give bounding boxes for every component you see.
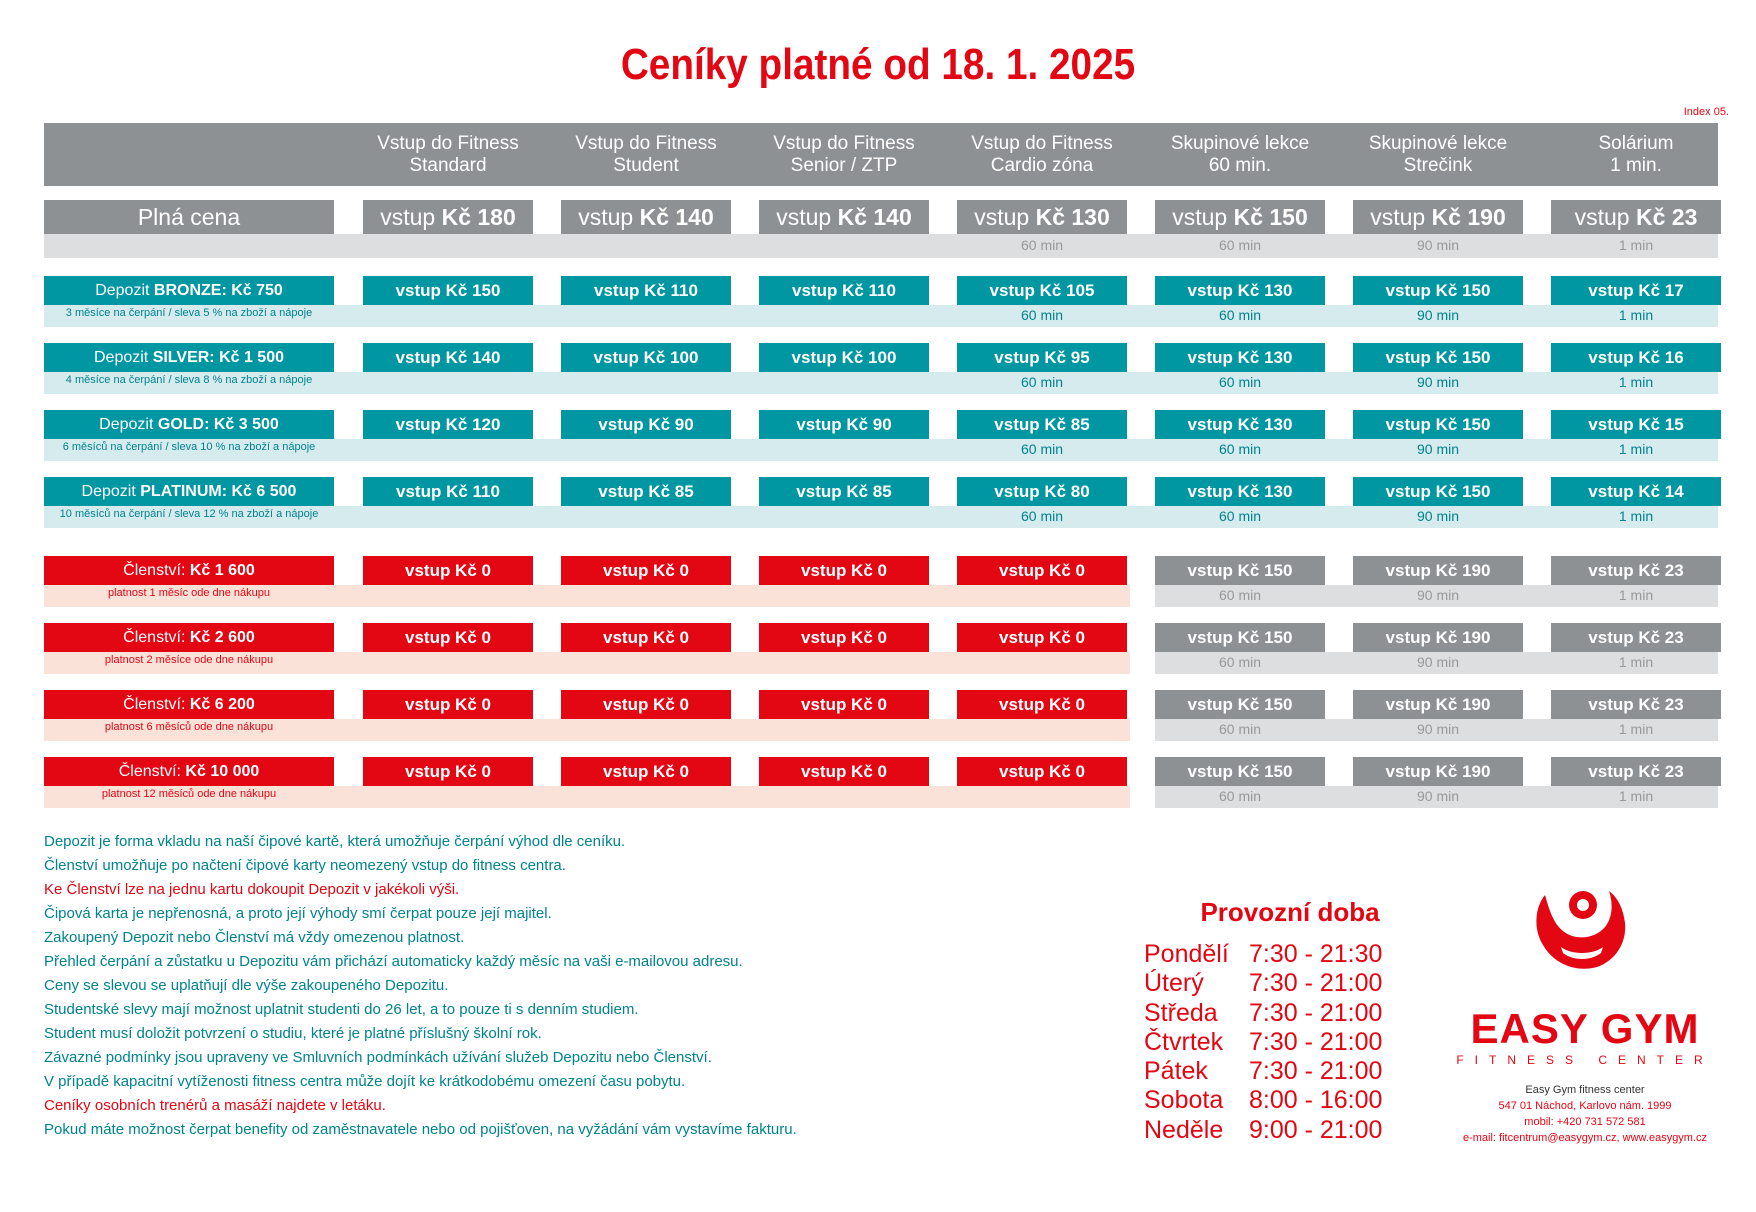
- column-header: [561, 133, 731, 177]
- membership-price-cell: vstup Kč 190: [1353, 690, 1523, 719]
- membership-price-cell: vstup Kč 0: [957, 623, 1127, 652]
- membership-label: [44, 690, 334, 719]
- membership-duration: 1 min: [1618, 721, 1654, 737]
- membership-price-cell: vstup Kč 150: [1155, 556, 1325, 585]
- deposit-price-cell: vstup Kč 100: [759, 343, 929, 372]
- deposit-note: 4 měsíce na čerpání / sleva 8 % na zboží a nápoje: [65, 374, 313, 386]
- hours-day: Sobota: [1144, 1086, 1224, 1115]
- price-prefix: vstup: [1370, 204, 1426, 230]
- column-header-line2: Strečink: [1403, 155, 1473, 176]
- note-line: Student musí doložit potvrzení o studiu, které je platné příslušný školní rok.: [44, 1025, 542, 1042]
- deposit-note: 3 měsíce na čerpání / sleva 5 % na zboží a nápoje: [65, 307, 313, 319]
- full-price-cell: [1353, 200, 1523, 234]
- membership-prefix: Členství:: [123, 562, 186, 579]
- note-line: Studentské slevy mají možnost uplatnit studenti do 26 let, a to pouze ti s denním studiem.: [44, 1001, 639, 1018]
- deposit-duration: 60 min: [1218, 508, 1262, 524]
- membership-price-cell: vstup Kč 0: [561, 556, 731, 585]
- membership-note: platnost 12 měsíců ode dne nákupu: [101, 788, 277, 800]
- deposit-price-cell: vstup Kč 110: [561, 276, 731, 305]
- membership-price-cell: vstup Kč 23: [1551, 556, 1721, 585]
- membership-price-cell: vstup Kč 0: [957, 690, 1127, 719]
- column-header-line2: Standard: [409, 155, 487, 176]
- deposit-name: SILVER: Kč 1 500: [152, 349, 284, 366]
- contact-block: [1435, 1082, 1735, 1146]
- membership-label: [44, 757, 334, 786]
- column-header: [957, 133, 1127, 177]
- deposit-label: [44, 410, 334, 439]
- deposit-label: [44, 343, 334, 372]
- full-price-duration: 1 min: [1618, 237, 1654, 253]
- hours-row: [1144, 1028, 1382, 1057]
- membership-price-cell: vstup Kč 0: [363, 757, 533, 786]
- hours-time: 9:00 - 21:00: [1249, 1115, 1383, 1144]
- deposit-price-cell: vstup Kč 90: [759, 410, 929, 439]
- deposit-prefix: Depozit: [93, 349, 149, 366]
- hours-time: 7:30 - 21:00: [1249, 969, 1383, 998]
- hours-day: Neděle: [1144, 1115, 1224, 1144]
- deposit-duration: 1 min: [1618, 508, 1654, 524]
- deposit-duration: 90 min: [1416, 508, 1460, 524]
- full-price-cell: [363, 200, 533, 234]
- membership-name: Kč 6 200: [189, 696, 255, 713]
- full-price-duration: 60 min: [1020, 237, 1064, 253]
- hours-time: 7:30 - 21:30: [1249, 940, 1383, 968]
- membership-duration: 1 min: [1618, 654, 1654, 670]
- membership-note: platnost 2 měsíce ode dne nákupu: [104, 654, 274, 666]
- membership-duration: 60 min: [1218, 587, 1262, 603]
- deposit-name: BRONZE: Kč 750: [153, 282, 283, 299]
- deposit-price-cell: vstup Kč 17: [1551, 276, 1721, 305]
- deposit-duration: 60 min: [1218, 374, 1262, 390]
- membership-price-cell: vstup Kč 190: [1353, 556, 1523, 585]
- membership-name: Kč 1 600: [189, 562, 255, 579]
- column-header-line1: Vstup do Fitness: [971, 133, 1113, 154]
- note-line: Ceny se slevou se uplatňují dle výše zakoupeného Depozitu.: [44, 977, 449, 994]
- membership-price-cell: vstup Kč 190: [1353, 757, 1523, 786]
- deposit-price-cell: vstup Kč 16: [1551, 343, 1721, 372]
- membership-label: [44, 556, 334, 585]
- deposit-price-cell: vstup Kč 120: [363, 410, 533, 439]
- deposit-price-cell: vstup Kč 150: [1353, 477, 1523, 506]
- hours-day: Středa: [1144, 998, 1218, 1027]
- membership-duration: 90 min: [1416, 587, 1460, 603]
- note-line: Ceníky osobních trenérů a masáží najdete v letáku.: [44, 1097, 386, 1114]
- note-line: Ke Členství lze na jednu kartu dokoupit Depozit v jakékoli výši.: [44, 881, 460, 898]
- hours-row: [1144, 940, 1382, 969]
- full-price-duration: 90 min: [1416, 237, 1460, 253]
- price-value: Kč 150: [1233, 204, 1308, 230]
- membership-price-cell: vstup Kč 23: [1551, 757, 1721, 786]
- price-value: Kč 140: [639, 204, 714, 230]
- membership-prefix: Členství:: [118, 763, 181, 780]
- note-line: Depozit je forma vkladu na naší čipové kartě, která umožňuje čerpání výhod dle ceníku.: [44, 833, 626, 850]
- deposit-price-cell: vstup Kč 130: [1155, 477, 1325, 506]
- hours-time: 7:30 - 21:00: [1249, 1057, 1383, 1086]
- price-prefix: vstup: [380, 204, 436, 230]
- membership-duration: 60 min: [1218, 654, 1262, 670]
- deposit-price-cell: vstup Kč 14: [1551, 477, 1721, 506]
- deposit-duration: 90 min: [1416, 307, 1460, 323]
- hours-day: Pondělí: [1144, 940, 1229, 968]
- membership-price-cell: vstup Kč 0: [363, 623, 533, 652]
- column-header-line1: Vstup do Fitness: [377, 133, 519, 154]
- note-line: Členství umožňuje po načtení čipové karty neomezený vstup do fitness centra.: [44, 857, 566, 874]
- deposit-note: 10 měsíců na čerpání / sleva 12 % na zboží a nápoje: [59, 508, 319, 520]
- deposit-price-cell: vstup Kč 110: [363, 477, 533, 506]
- deposit-price-cell: vstup Kč 150: [1353, 276, 1523, 305]
- column-header-line1: Vstup do Fitness: [773, 133, 915, 154]
- deposit-price-cell: vstup Kč 80: [957, 477, 1127, 506]
- price-prefix: vstup: [1172, 204, 1228, 230]
- membership-price-cell: vstup Kč 0: [759, 556, 929, 585]
- brand-name: EASY GYM: [1470, 1005, 1700, 1052]
- deposit-prefix: Depozit: [95, 282, 150, 299]
- hours-row: [1144, 969, 1382, 998]
- deposit-label: [44, 276, 334, 305]
- deposit-price-cell: vstup Kč 150: [363, 276, 533, 305]
- contact-email[interactable]: e-mail: fitcentrum@easygym.cz, www.easygym.cz: [1462, 1132, 1708, 1144]
- note-line: Přehled čerpání a zůstatku u Depozitu vám přichází automaticky každý měsíc na vaši e-mailovou adresu.: [44, 953, 743, 970]
- deposit-name: GOLD: Kč 3 500: [157, 416, 279, 433]
- membership-duration: 60 min: [1218, 721, 1262, 737]
- easy-gym-logo-icon: [1531, 887, 1631, 987]
- price-value: Kč 190: [1431, 204, 1506, 230]
- contact-address: 547 01 Náchod, Karlovo nám. 1999: [1498, 1100, 1672, 1112]
- membership-name: Kč 10 000: [185, 763, 260, 780]
- column-header-line2: Cardio zóna: [990, 155, 1094, 176]
- column-header-line1: Vstup do Fitness: [575, 133, 717, 154]
- deposit-duration: 60 min: [1020, 307, 1064, 323]
- hours-day: Úterý: [1144, 969, 1204, 998]
- hours-time: 7:30 - 21:00: [1249, 998, 1383, 1027]
- deposit-duration: 60 min: [1218, 307, 1262, 323]
- deposit-duration: 90 min: [1416, 441, 1460, 457]
- membership-price-cell: vstup Kč 0: [363, 556, 533, 585]
- hours-row: [1144, 999, 1382, 1028]
- price-prefix: vstup: [1574, 204, 1630, 230]
- membership-price-cell: vstup Kč 150: [1155, 690, 1325, 719]
- membership-price-cell: vstup Kč 0: [363, 690, 533, 719]
- membership-duration: 90 min: [1416, 654, 1460, 670]
- column-header-line2: 1 min.: [1610, 155, 1662, 176]
- page-title: Ceníky platné od 18. 1. 2025: [620, 40, 1136, 89]
- deposit-duration: 60 min: [1020, 508, 1064, 524]
- deposit-duration: 60 min: [1020, 374, 1064, 390]
- membership-note: platnost 1 měsíc ode dne nákupu: [107, 587, 271, 599]
- membership-duration: 1 min: [1618, 788, 1654, 804]
- notes-list: [44, 830, 944, 1142]
- deposit-prefix: Depozit: [99, 416, 154, 433]
- column-header-line2: 60 min.: [1208, 155, 1272, 176]
- column-header-line2: Student: [613, 155, 679, 176]
- deposit-duration: 1 min: [1618, 374, 1654, 390]
- full-price-cell: [957, 200, 1127, 234]
- deposit-price-cell: vstup Kč 85: [759, 477, 929, 506]
- membership-duration: 1 min: [1618, 587, 1654, 603]
- hours-row: [1144, 1057, 1382, 1086]
- price-value: Kč 140: [837, 204, 912, 230]
- price-value: Kč 180: [441, 204, 516, 230]
- price-prefix: vstup: [974, 204, 1030, 230]
- hours-day: Čtvrtek: [1144, 1027, 1224, 1056]
- column-header-line1: Solárium: [1598, 133, 1674, 154]
- membership-price-cell: vstup Kč 0: [561, 690, 731, 719]
- hours-row: [1144, 1116, 1382, 1145]
- hours-time: 7:30 - 21:00: [1249, 1027, 1383, 1056]
- full-price-cell: [561, 200, 731, 234]
- membership-price-cell: vstup Kč 150: [1155, 757, 1325, 786]
- membership-prefix: Členství:: [123, 696, 186, 713]
- column-header: [363, 133, 533, 177]
- full-price-cell: [1551, 200, 1721, 234]
- deposit-duration: 1 min: [1618, 307, 1654, 323]
- deposit-duration: 60 min: [1020, 441, 1064, 457]
- deposit-price-cell: vstup Kč 105: [957, 276, 1127, 305]
- membership-price-cell: vstup Kč 0: [759, 623, 929, 652]
- deposit-price-cell: vstup Kč 130: [1155, 410, 1325, 439]
- deposit-label: [44, 477, 334, 506]
- membership-price-cell: vstup Kč 0: [561, 757, 731, 786]
- membership-price-cell: vstup Kč 23: [1551, 690, 1721, 719]
- deposit-note: 6 měsíců na čerpání / sleva 10 % na zboží a nápoje: [62, 441, 316, 453]
- hours-day: Pátek: [1144, 1057, 1208, 1086]
- price-prefix: vstup: [578, 204, 634, 230]
- membership-duration: 90 min: [1416, 788, 1460, 804]
- deposit-price-cell: vstup Kč 85: [561, 477, 731, 506]
- deposit-prefix: Depozit: [81, 483, 136, 500]
- hours-row: [1144, 1086, 1382, 1115]
- contact-name: Easy Gym fitness center: [1525, 1084, 1645, 1096]
- deposit-price-cell: vstup Kč 15: [1551, 410, 1721, 439]
- column-header-line1: Skupinové lekce: [1170, 133, 1310, 154]
- column-header: [1353, 133, 1523, 177]
- full-price-duration: 60 min: [1218, 237, 1262, 253]
- deposit-duration: 60 min: [1218, 441, 1262, 457]
- price-value: Kč 130: [1035, 204, 1110, 230]
- deposit-price-cell: vstup Kč 85: [957, 410, 1127, 439]
- deposit-name: PLATINUM: Kč 6 500: [140, 483, 297, 500]
- contact-phone: mobil: +420 731 572 581: [1524, 1116, 1646, 1128]
- deposit-price-cell: vstup Kč 90: [561, 410, 731, 439]
- note-line: Čipová karta je nepřenosná, a proto její výhody smí čerpat pouze její majitel.: [44, 905, 552, 922]
- deposit-duration: 90 min: [1416, 374, 1460, 390]
- full-price-label: Plná cena: [44, 200, 334, 234]
- membership-price-cell: vstup Kč 150: [1155, 623, 1325, 652]
- note-line: Zakoupený Depozit nebo Členství má vždy omezenou platnost.: [44, 929, 465, 946]
- column-header: [1155, 133, 1325, 177]
- membership-price-cell: vstup Kč 190: [1353, 623, 1523, 652]
- membership-name: Kč 2 600: [189, 629, 255, 646]
- membership-note: platnost 6 měsíců ode dne nákupu: [104, 721, 274, 733]
- price-prefix: vstup: [776, 204, 832, 230]
- deposit-price-cell: vstup Kč 150: [1353, 343, 1523, 372]
- membership-price-cell: vstup Kč 0: [561, 623, 731, 652]
- deposit-price-cell: vstup Kč 110: [759, 276, 929, 305]
- brand-tagline: FITNESS CENTER: [1456, 1053, 1714, 1067]
- deposit-price-cell: vstup Kč 140: [363, 343, 533, 372]
- note-line: Závazné podmínky jsou upraveny ve Smluvních podmínkách užívání služeb Depozitu nebo Členství.: [44, 1049, 712, 1066]
- index-label: Index 05.: [1683, 106, 1729, 118]
- deposit-price-cell: vstup Kč 150: [1353, 410, 1523, 439]
- membership-duration: 90 min: [1416, 721, 1460, 737]
- note-line: Pokud máte možnost čerpat benefity od zaměstnavatele nebo od pojišťoven, na vyžádání vám vystavíme fakturu.: [44, 1121, 797, 1138]
- deposit-price-cell: vstup Kč 95: [957, 343, 1127, 372]
- hours-time: 8:00 - 16:00: [1249, 1086, 1383, 1115]
- full-price-cell: [1155, 200, 1325, 234]
- price-value: Kč 23: [1636, 204, 1698, 230]
- membership-price-cell: vstup Kč 0: [759, 757, 929, 786]
- opening-hours-title: Provozní doba: [1200, 897, 1380, 927]
- deposit-price-cell: vstup Kč 100: [561, 343, 731, 372]
- opening-hours: [1144, 940, 1382, 1145]
- column-header: [759, 133, 929, 177]
- column-header: [1551, 133, 1721, 177]
- membership-duration: 60 min: [1218, 788, 1262, 804]
- membership-price-cell: vstup Kč 0: [957, 757, 1127, 786]
- note-line: V případě kapacitní vytíženosti fitness centra může dojít ke krátkodobému omezení času pobytu.: [44, 1073, 686, 1090]
- full-price-cell: [759, 200, 929, 234]
- membership-price-cell: vstup Kč 0: [957, 556, 1127, 585]
- membership-prefix: Členství:: [123, 629, 186, 646]
- membership-price-cell: vstup Kč 23: [1551, 623, 1721, 652]
- column-header-line1: Skupinové lekce: [1368, 133, 1508, 154]
- deposit-duration: 1 min: [1618, 441, 1654, 457]
- column-header-line2: Senior / ZTP: [790, 155, 898, 176]
- deposit-price-cell: vstup Kč 130: [1155, 276, 1325, 305]
- membership-price-cell: vstup Kč 0: [759, 690, 929, 719]
- deposit-price-cell: vstup Kč 130: [1155, 343, 1325, 372]
- membership-label: [44, 623, 334, 652]
